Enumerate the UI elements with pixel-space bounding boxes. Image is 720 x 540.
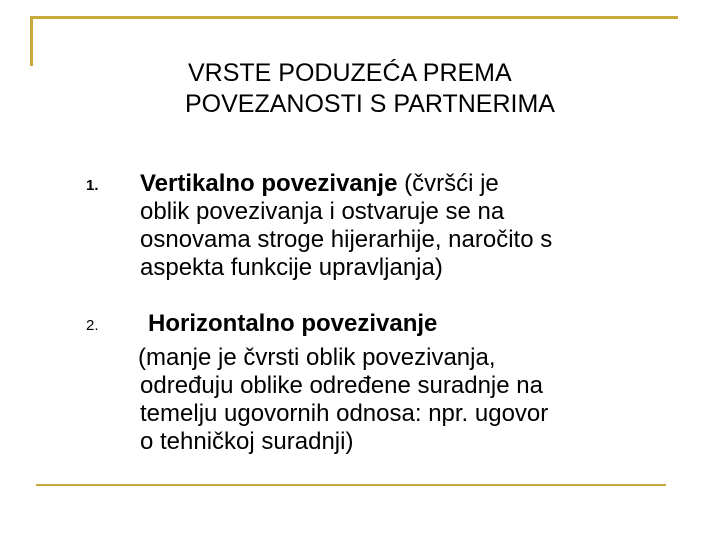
list-item-2-heading: Horizontalno povezivanje — [148, 310, 438, 337]
list-item-2-line-4: o tehničkoj suradnji) — [140, 428, 354, 455]
list-item-1-line-2: oblik povezivanja i ostvaruje se na — [140, 198, 505, 225]
slide-title-line-2: POVEZANOSTI S PARTNERIMA — [185, 90, 555, 118]
list-item-1-line-3: osnovama stroge hijerarhije, naročito s — [140, 226, 553, 253]
frame-top-line — [30, 16, 678, 19]
list-item-1-line-1 — [140, 170, 670, 198]
frame-bottom-line — [36, 484, 666, 486]
frame-left-line — [30, 16, 33, 66]
list-item-number-1: 1. — [86, 177, 99, 194]
list-item-2-line-2: određuju oblike određene suradnje na — [140, 372, 543, 399]
list-item-2-line-1: (manje je čvrsti oblik povezivanja, — [138, 344, 496, 371]
list-item-2-line-3: temelju ugovornih odnosa: npr. ugovor — [140, 400, 549, 427]
list-item-1-line-4: aspekta funkcije upravljanja) — [140, 254, 443, 281]
list-item-1-text-1: (čvršći je — [397, 170, 499, 197]
list-item-number-2: 2. — [86, 317, 99, 334]
slide-title-line-1: VRSTE PODUZEĆA PREMA — [188, 59, 512, 87]
list-item-1-heading: Vertikalno povezivanje — [140, 170, 398, 197]
